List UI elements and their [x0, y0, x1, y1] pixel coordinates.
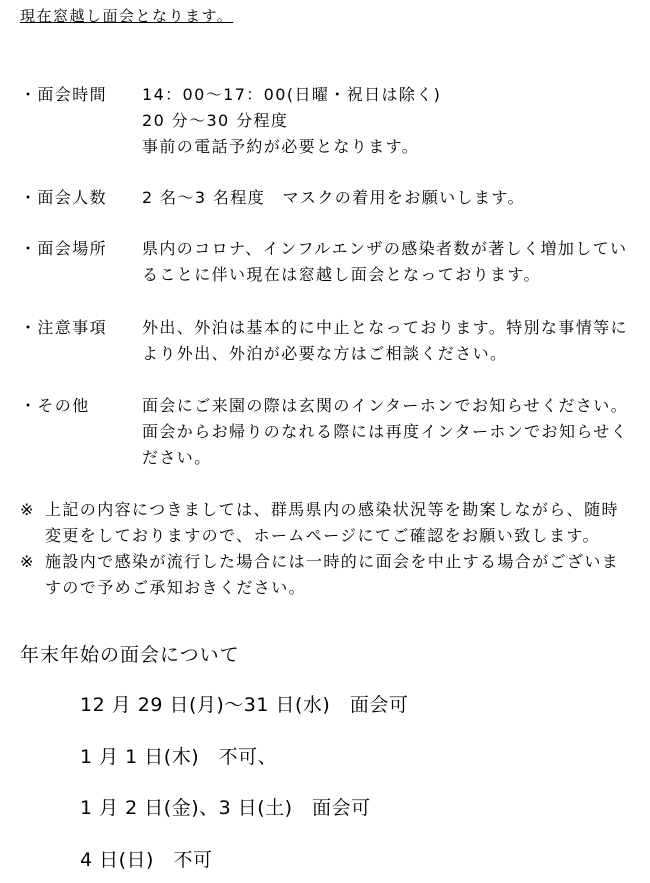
item-line: 14：00～17：00(日曜・祝日は除く)	[142, 85, 442, 104]
item-value	[142, 82, 441, 160]
item-line: 20 分～30 分程度	[142, 111, 289, 130]
item-label: ・注意事項	[20, 318, 108, 337]
item-line: 県内のコロナ、インフルエンザの感染者数が著しく増加してい	[142, 239, 628, 258]
item-line: 面会にご来園の際は玄関のインターホンでお知らせください。	[142, 396, 629, 415]
note-mark: ※	[20, 500, 35, 519]
note-line: 変更をしておりますので、ホームページにてご確認をお願い致します。	[45, 526, 600, 545]
note-mark: ※	[20, 552, 35, 571]
item-line: 事前の電話予約が必要となります。	[142, 137, 420, 156]
item-line: ることに伴い現在は窓越し面会となっております。	[142, 265, 541, 284]
item-label: ・その他	[20, 396, 90, 415]
notice-heading: 現在窓越し面会となります。	[20, 7, 234, 25]
item-label: ・面会時間	[20, 85, 108, 104]
item-value	[142, 315, 628, 367]
schedule-entry: 4 日(日) 不可	[80, 849, 213, 871]
item-label: ・面会人数	[20, 188, 108, 207]
schedule-entry: 1 月 1 日(木) 不可、	[80, 746, 278, 768]
note-line: 上記の内容につきましては、群馬県内の感染状況等を勘案しながら、随時	[45, 500, 619, 519]
item-line: より外出、外泊が必要な方はご相談ください。	[142, 344, 508, 363]
schedule-entry: 1 月 2 日(金)、3 日(土) 面会可	[80, 797, 371, 819]
item-line: 2 名～3 名程度 マスクの着用をお願いします。	[142, 188, 525, 207]
note-line: 施設内で感染が流行した場合には一時的に面会を中止する場合がございま	[45, 552, 620, 571]
note-text	[45, 497, 619, 549]
schedule-entry: 12 月 29 日(月)～31 日(水) 面会可	[80, 694, 409, 716]
note-text	[45, 549, 619, 601]
item-value	[142, 393, 628, 471]
item-line: 面会からお帰りのなれる際には再度インターホンでお知らせく	[142, 422, 629, 441]
item-line: ださい。	[142, 448, 212, 467]
item-label: ・面会場所	[20, 239, 108, 258]
item-value	[142, 185, 525, 211]
item-line: 外出、外泊は基本的に中止となっております。特別な事情等に	[142, 318, 628, 337]
item-value	[142, 236, 627, 288]
holiday-heading: 年末年始の面会について	[20, 644, 240, 666]
note-line: すので予めご承知おきください。	[45, 578, 307, 597]
